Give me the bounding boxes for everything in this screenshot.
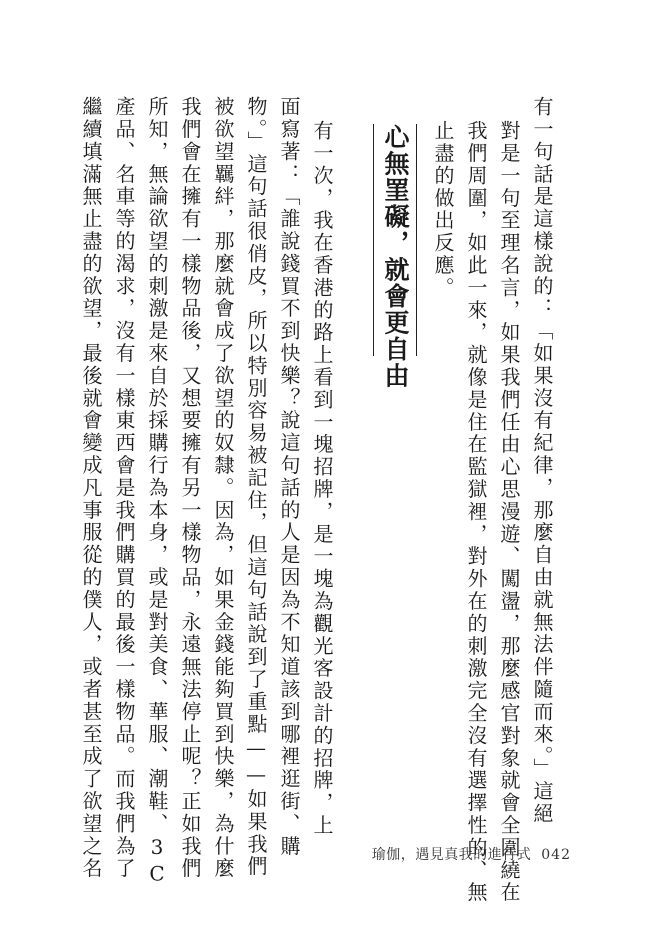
paragraph-1-line-3: 我們周圍，如此一來，就像是住在監獄裡，對外在的刺激完全沒有選擇性的、無 <box>464 120 488 904</box>
paragraph-2-line-1: 有一次，我在香港的路上看到一塊招牌，是一塊為觀光客設計的招牌，上 <box>310 120 334 837</box>
page-footer <box>372 844 571 864</box>
paragraph-2-line-3: 物。」這句話很俏皮，所以特別容易被記住，但這句話說到了重點——如果我們 <box>244 96 268 878</box>
paragraph-2-line-7: 產品、名車等的渴求，沒有一樣東西會是我們購買的最後一樣物品。而我們為了 <box>112 96 136 880</box>
paragraph-1-line-2: 對是一句至理名言，如果我們任由心思漫遊、闖盪，那麼感官對象就會全圍繞在 <box>497 120 521 904</box>
paragraph-1-line-1: 有一句話是這樣說的：「如果沒有紀律，那麼自由就無法伴隨而來。」這絕 <box>530 96 554 826</box>
paragraph-2-line-6: 所知，無論欲望的刺激是來自於採購行為本身，或是對美食、華服、潮鞋、3C <box>145 96 169 888</box>
paragraph-1-line-4: 止盡的做出反應。 <box>431 120 455 300</box>
section-heading: 心無罣礙，就會更自由 <box>373 124 417 356</box>
paragraph-2-line-2: 面寫著：「誰說錢買不到快樂？說這句話的人是因為不知道該到哪裡逛街、購 <box>277 96 301 858</box>
page-number: 042 <box>541 847 571 863</box>
paragraph-2-line-5: 我們會在擁有一樣物品後，又想要擁有另一樣物品，永遠無法停止呢？正如我們 <box>178 96 202 880</box>
paragraph-2-line-4: 被欲望羈絆，那麼就會成了欲望的奴隸。因為，如果金錢能夠買到快樂，為什麼 <box>211 96 235 880</box>
paragraph-2-line-8: 繼續填滿無止盡的欲望，最後就會變成凡事服從的僕人，或者甚至成了欲望之名 <box>79 96 103 880</box>
book-title: 瑜伽，遇見真我的進行式 <box>371 847 532 863</box>
